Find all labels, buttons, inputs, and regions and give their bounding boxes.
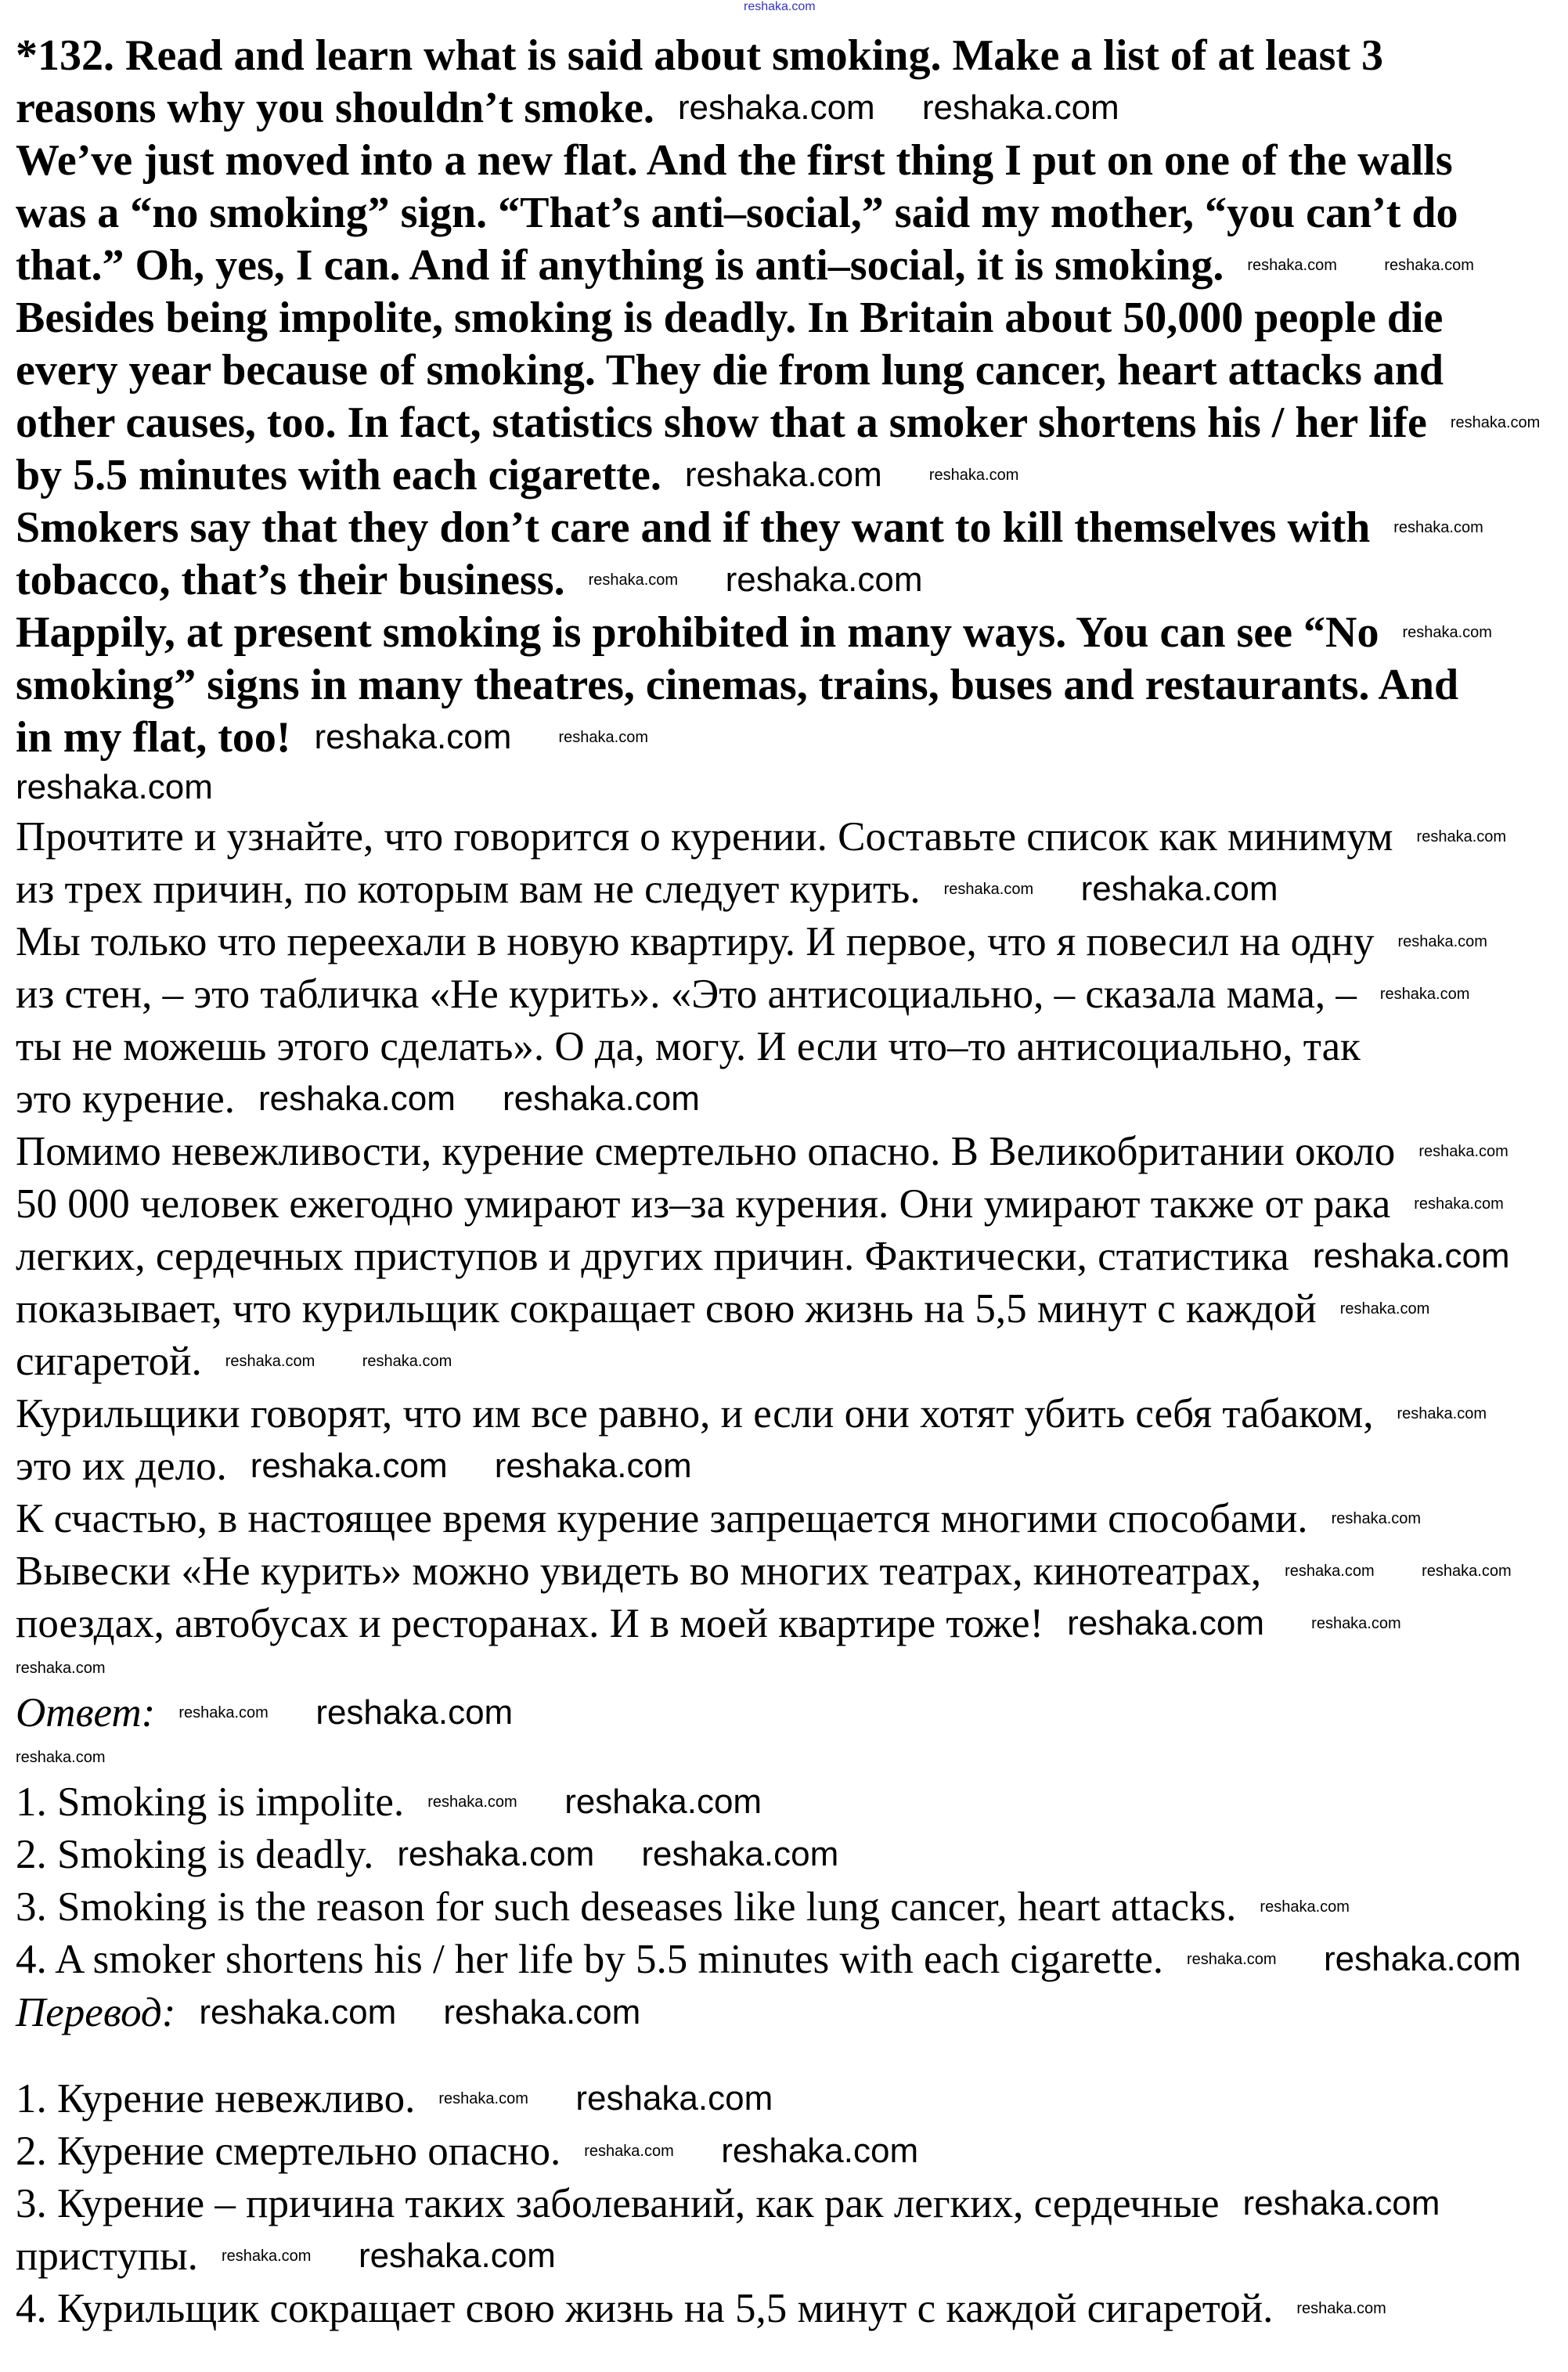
text-line: every year because of smoking. They die from lung cancer, heart attacks and (16, 346, 1444, 395)
watermark: reshaka.com (641, 1835, 839, 1873)
text-line: легких, сердечных приступов и других причин. Фактически, статистика (16, 1234, 1289, 1279)
answer-item: 2. Smoking is deadly. (16, 1832, 374, 1877)
watermark: reshaka.com (1080, 870, 1278, 908)
watermark: reshaka.com (358, 2237, 556, 2275)
text-line: это курение. (16, 1076, 235, 1122)
task-text-russian (16, 811, 1395, 1650)
watermark: reshaka.com (1324, 1940, 1521, 1978)
watermark: reshaka.com (438, 2090, 528, 2107)
text-line: by 5.5 minutes with each cigarette. (16, 451, 661, 499)
watermark: reshaka.com (1285, 1563, 1375, 1580)
watermark: reshaka.com (1379, 986, 1470, 1003)
answer-translation-item: 2. Курение смертельно опасно. (16, 2129, 561, 2174)
text-line: Smokers say that they don’t care and if they want to kill themselves with (16, 503, 1371, 552)
watermark: reshaka.com (250, 1447, 448, 1485)
answer-item: 1. Smoking is impolite. (16, 1779, 405, 1825)
answer-label: Ответ: (16, 1690, 156, 1736)
watermark: reshaka.com (721, 2132, 919, 2170)
answer-translation-item: 3. Курение – причина таких заболеваний, как рак легких, сердечные (16, 2181, 1220, 2226)
text-line: Besides being impolite, smoking is deadly. In Britain about 50,000 people die (16, 294, 1444, 342)
text-line: tobacco, that’s their business. (16, 556, 565, 604)
watermark: reshaka.com (1187, 1951, 1277, 1968)
watermark: reshaka.com (943, 881, 1034, 898)
watermark: reshaka.com (315, 1693, 514, 1732)
text-line: We’ve just moved into a new flat. And the first thing I put on one of the walls (16, 136, 1453, 185)
watermark: reshaka.com (178, 1704, 269, 1721)
watermark: reshaka.com (502, 1080, 700, 1118)
watermark: reshaka.com (1067, 1604, 1265, 1642)
watermark: reshaka.com (1384, 257, 1474, 274)
watermark: reshaka.com (1450, 414, 1541, 431)
watermark: reshaka.com (1418, 1143, 1509, 1160)
watermark: reshaka.com (928, 467, 1019, 484)
text-line: was a “no smoking” sign. “That’s anti–social,” said my mother, “you can’t do (16, 189, 1458, 237)
watermark: reshaka.com (564, 1783, 762, 1821)
watermark: reshaka.com (258, 1080, 456, 1118)
watermark: reshaka.com (1311, 1615, 1401, 1632)
watermark: reshaka.com (397, 1835, 595, 1873)
text-line: smoking” signs in many theatres, cinemas, trains, buses and restaurants. And (16, 661, 1459, 709)
watermark: reshaka.com (16, 1660, 106, 1677)
watermark: reshaka.com (725, 561, 923, 599)
text-line: ты не можешь этого сделать». О да, могу. И если что–то антисоциально, так (16, 1024, 1361, 1069)
watermark: reshaka.com (1247, 257, 1337, 274)
watermark: reshaka.com (588, 571, 679, 589)
watermark: reshaka.com (1422, 1563, 1512, 1580)
answer-item: 4. A smoker shortens his / her life by 5.5 minutes with each cigarette. (16, 1937, 1164, 1982)
answer-item: 3. Smoking is the reason for such deseases like lung cancer, heart attacks. (16, 1884, 1237, 1930)
text-line: из трех причин, по которым вам не следует курить. (16, 867, 921, 912)
watermark: reshaka.com (677, 88, 875, 127)
watermark: reshaka.com (1393, 519, 1483, 536)
answer-translation-item: 4. Курильщик сокращает свою жизнь на 5,5 минут с каждой сигаретой. (16, 2286, 1274, 2331)
watermark: reshaka.com (584, 2143, 674, 2160)
answer-translation-label: Перевод: (16, 1990, 176, 2035)
watermark: reshaka.com (1414, 1195, 1504, 1213)
answer-translation-item: приступы. (16, 2233, 198, 2279)
watermark: reshaka.com (221, 2248, 312, 2265)
watermark: reshaka.com (1402, 624, 1492, 641)
text-line: Курильщики говорят, что им все равно, и если они хотят убить себя табаком, (16, 1391, 1374, 1437)
text-line: это их дело. (16, 1444, 227, 1489)
site-watermark-header: reshaka.com (744, 0, 816, 13)
watermark: reshaka.com (443, 1993, 641, 2031)
text-line: 50 000 человек ежегодно умирают из–за курения. Они умирают также от рака (16, 1181, 1391, 1227)
text-line: К счастью, в настоящее время курение запрещается многими способами. (16, 1496, 1308, 1541)
task-text-english (16, 30, 1458, 764)
watermark: reshaka.com (1397, 933, 1487, 950)
watermark: reshaka.com (225, 1353, 315, 1370)
watermark: reshaka.com (921, 88, 1119, 127)
answer-translation-section (16, 1987, 1273, 2335)
text-line: Вывески «Не курить» можно увидеть во многих театрах, кинотеатрах, (16, 1548, 1262, 1594)
text-line: other causes, too. In fact, statistics show that a smoker shortens his / her life (16, 398, 1427, 447)
watermark: reshaka.com (494, 1447, 692, 1485)
watermark: reshaka.com (684, 456, 882, 494)
text-line: in my flat, too! (16, 713, 291, 762)
watermark: reshaka.com (1339, 1300, 1430, 1318)
watermark: reshaka.com (16, 1749, 106, 1766)
text-line: Happily, at present smoking is prohibited in many ways. You can see “No (16, 608, 1379, 657)
watermark: reshaka.com (1296, 2300, 1386, 2317)
text-line: Мы только что переехали в новую квартиру. И первое, что я повесил на одну (16, 919, 1375, 964)
text-line: сигаретой. (16, 1339, 202, 1384)
watermark: reshaka.com (362, 1353, 452, 1370)
watermark: reshaka.com (1331, 1510, 1422, 1527)
watermark: reshaka.com (1312, 1237, 1510, 1275)
text-line: поездах, автобусах и ресторанах. И в моей квартире тоже! (16, 1601, 1044, 1646)
text-line: Помимо невежливости, курение смертельно опасно. В Великобритании около (16, 1129, 1396, 1174)
watermark: reshaka.com (427, 1793, 517, 1811)
text-line: that.” Oh, yes, I can. And if anything is anti–social, it is smoking. (16, 241, 1224, 290)
answer-section (16, 1687, 1236, 1986)
watermark: reshaka.com (314, 718, 512, 756)
watermark: reshaka.com (1416, 828, 1507, 845)
answer-translation-item: 1. Курение невежливо. (16, 2076, 416, 2121)
watermark: reshaka.com (1242, 2184, 1440, 2222)
text-line: показывает, что курильщик сокращает свою жизнь на 5,5 минут с каждой (16, 1286, 1317, 1332)
watermark: reshaka.com (1397, 1405, 1487, 1422)
watermark: reshaka.com (575, 2079, 773, 2118)
text-line: reasons why you shouldn’t smoke. (16, 84, 654, 132)
text-line: из стен, – это табличка «Не курить». «Это антисоциально, – сказала мама, – (16, 972, 1357, 1017)
watermark: reshaka.com (16, 767, 213, 806)
watermark: reshaka.com (558, 729, 649, 746)
text-line: *132. Read and learn what is said about smoking. Make a list of at least 3 (16, 31, 1384, 80)
text-line: Прочтите и узнайте, что говорится о курении. Составьте список как минимум (16, 814, 1393, 860)
watermark: reshaka.com (199, 1993, 397, 2031)
watermark: reshaka.com (1260, 1898, 1350, 1916)
